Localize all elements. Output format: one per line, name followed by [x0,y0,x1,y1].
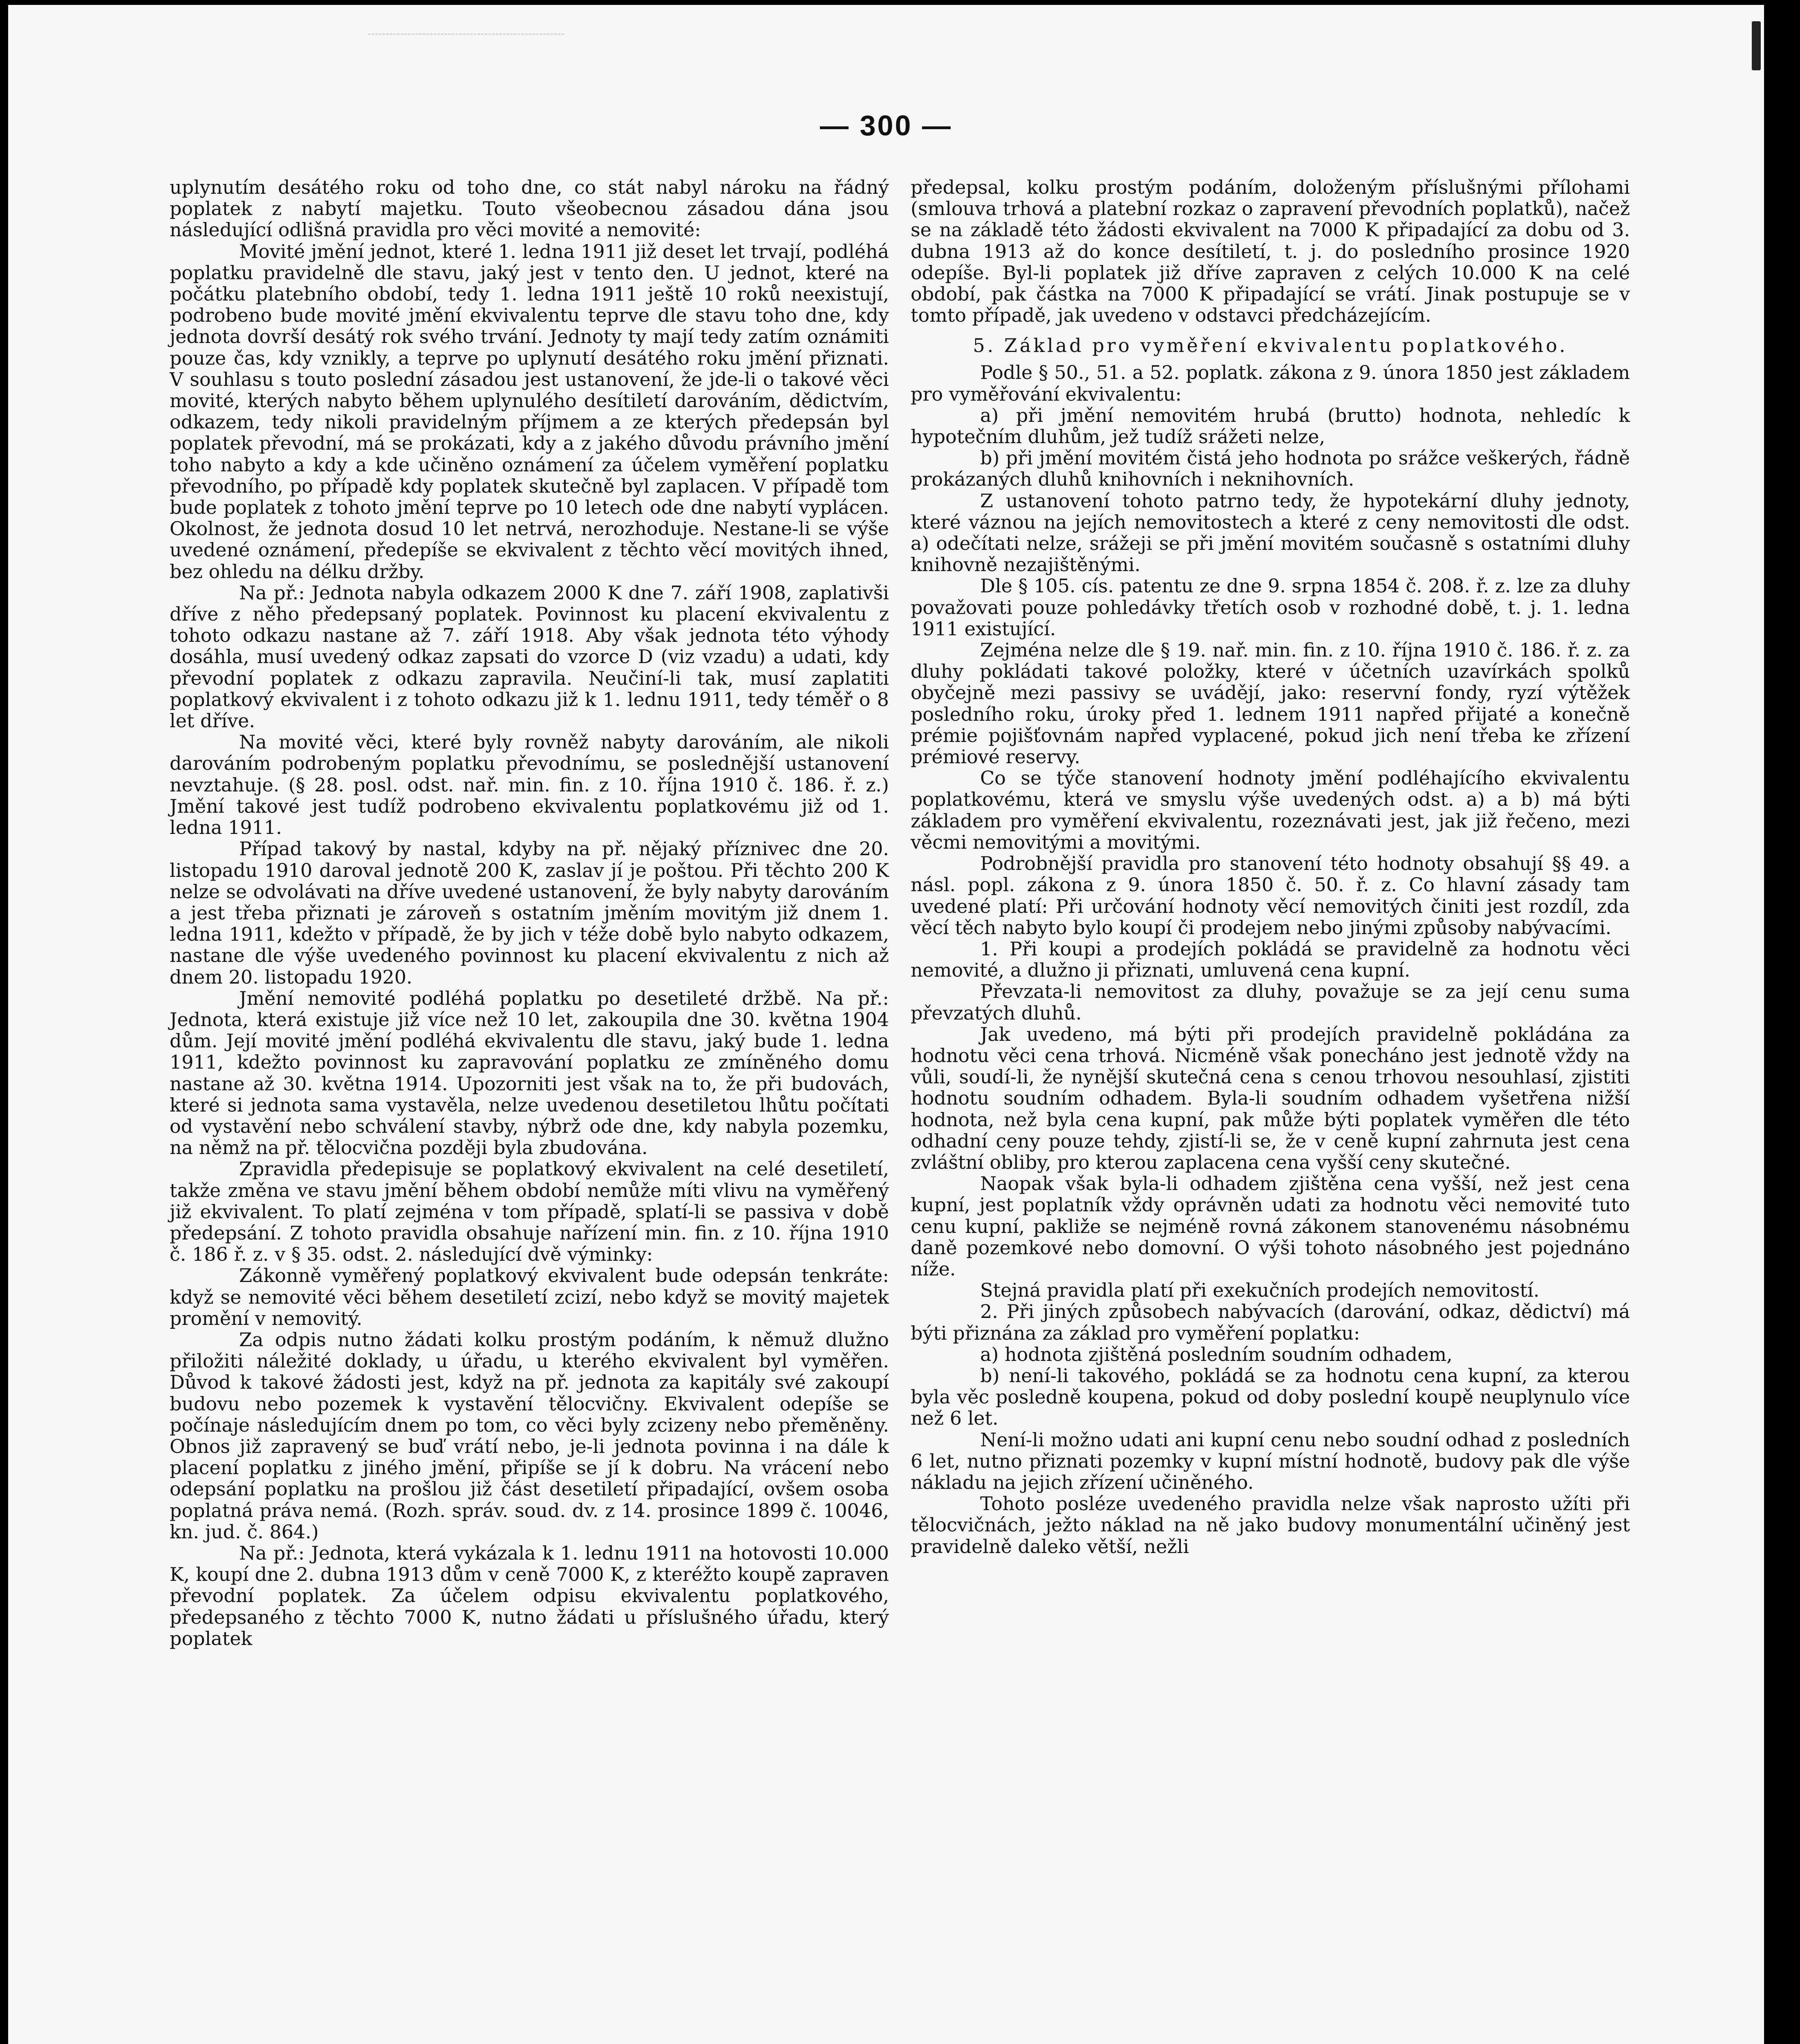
paragraph: Jak uvedeno, má býti při prodejích pravidelně pokládána za hodnotu věci cena trhová. Nicméně však ponecháno jest jednotě vždy na vůli, soudí-li, že nynější skutečná cena s cenou trhovou nesouhlasí, zjistiti hodnotu soudním odhadem. Byla-li soudním odhadem vyšetřena nižší hodnota, než byla cena kupní, pak může býti poplatek vyměřen dle této odhadní ceny pouze tehdy, zjistí-li se, že v ceně kupní zahrnuta jest cena zvláštní obliby, pro kterou zaplacena cena vyšší ceny skutečné. [911,1023,1630,1173]
list-item: b) při jmění movitém čistá jeho hodnota po srážce veškerých, řádně prokázaných dluhů knihovních i neknihovních. [911,447,1630,491]
list-item: a) při jmění nemovitém hrubá (brutto) hodnota, nehledíc k hypotečním dluhům, jež tudíž srážeti nelze, [911,404,1630,448]
list-item: b) není-li takového, pokládá se za hodnotu cena kupní, za kterou byla věc posledně koupena, pokud od doby poslední koupě neuplynulo více než 6 let. [911,1364,1630,1430]
paragraph: Movité jmění jednot, které 1. ledna 1911 již deset let trvají, podléhá poplatku pravidelně dle stavu, jaký jest v tento den. U jednot, které na počátku platebního období, tedy 1. ledna 1911 ještě 10 roků neexistují, podrobeno bude movité jmění ekvivalentu teprve dle stavu toho dne, kdy jednota dovrší desátý rok svého trvání. Jednoty ty mají tedy zatím oznámiti pouze čas, kdy vznikly, a teprve po uplynutí desátého roku jmění přiznati. V souhlasu s touto poslední zásadou jest ustanovení, že jde-li o takové věci movité, kterých nabyto během uplynulého desítiletí darováním, dědictvím, odkazem, tedy nikoli pravidelným příjmem a ze kterých předepsán byl poplatek převodní, má se prokázati, kdy a z jakého důvodu právního jmění toho nabyto a kdy a kde učiněno oznámení za účelem vyměření poplatku převodního, po případě kdy poplatek skutečně byl zaplacen. V případě tom bude poplatek z tohoto jmění teprve po 10 letech ode dne nabytí vyplácen. Okolnost, že jednota dosud 10 let netrvá, nerozhoduje. Nestane-li se výše uvedené oznámení, předepíše se ekvivalent z těchto věcí movitých ihned, bez ohledu na délku držby. [170,240,889,583]
paragraph: Na movité věci, které byly rovněž nabyty darováním, ale nikoli darováním podrobeným poplatku převodnímu, se poslednější ustanovení nevztahuje. (§ 28. posl. odst. nař. min. fin. z 10. října 1910 č. 186. ř. z.) Jmění takové jest tudíž podrobeno ekvivalentu poplatkovému již od 1. ledna 1911. [170,731,889,839]
paragraph: 1. Při koupi a prodejích pokládá se pravidelně za hodnotu věci nemovité, a dlužno ji přiznati, umluvená cena kupní. [911,937,1630,982]
paragraph: Zákonně vyměřený poplatkový ekvivalent bude odepsán tenkráte: když se nemovité věci během desetiletí zcizí, nebo když se movitý majetek promění v nemovitý. [170,1264,889,1329]
right-column [911,177,1630,1557]
list-item: a) hodnota zjištěná posledním soudním odhadem, [980,1343,1453,1365]
paragraph: Zpravidla předepisuje se poplatkový ekvivalent na celé desetiletí, takže změna ve stavu jmění během období nemůže míti vlivu na vyměřený již ekvivalent. To platí zejména v tom případě, splatí-li se passiva v době předepsání. Z tohoto pravidla obsahuje nařízení min. fin. z 10. října 1910 č. 186 ř. z. v § 35. odst. 2. následující dvě výminky: [170,1158,889,1266]
paragraph: Případ takový by nastal, kdyby na př. nějaký příznivec dne 20. listopadu 1910 daroval jednotě 200 K, zaslav jí je poštou. Při těchto 200 K nelze se odvolávati na dříve uvedené ustanovení, že byly nabyty darováním a jest třeba přiznati je zároveň s ostatním jměním movitým již dnem 1. ledna 1911, kdežto v případě, že by jich v téže době bylo nabyto odkazem, nastane dle výše uvedeného povinnost ku placení ekvivalentu z nich až dnem 20. listopadu 1920. [170,838,889,988]
paragraph: předepsal, kolku prostým podáním, doloženým příslušnými přílohami (smlouva trhová a platební rozkaz o zapravení převodních poplatků), načež se na základě této žádosti ekvivalent na 7000 K připadající za dobu od 3. dubna 1913 až do konce desítiletí, t. j. do posledního prosince 1920 odepíše. Byl-li poplatek již dříve zapraven z celých 10.000 K na celé období, pak částka na 7000 K připadající se vrátí. Jinak postupuje se v tomto případě, jak uvedeno v odstavci předcházejícím. [911,176,1630,327]
paragraph: uplynutím desátého roku od toho dne, co stát nabyl nároku na řádný poplatek z nabytí majetku. Touto všeobecnou zásadou dána jsou následující odlišná pravidla pro věci movité a nemovité: [170,176,889,241]
paragraph: Dle § 105. cís. patentu ze dne 9. srpna 1854 č. 208. ř. z. lze za dluhy považovati pouze pohledávky třetích osob v rozhodné době, t. j. 1. ledna 1911 existující. [911,575,1630,640]
paragraph: Převzata-li nemovitost za dluhy, považuje se za její cenu suma převzatých dluhů. [911,980,1630,1024]
paragraph: Podrobnější pravidla pro stanovení této hodnoty obsahují §§ 49. a násl. popl. zákona z 9. února 1850 č. 50. ř. z. Co hlavní zásady tam uvedené platí: Při určování hodnoty věcí nemovitých činiti jest rozdíl, zda věcí těch nabyto bylo koupí či prodejem nebo jinými způsoby nabývacími. [911,852,1630,939]
paragraph: Co se týče stanovení hodnoty jmění podléhajícího ekvivalentu poplatkovému, která ve smyslu výše uvedených odst. a) a b) má býti základem pro vyměření ekvivalentu, rozeznávati jest, jak již řečeno, mezi věcmi nemovitými a movitými. [911,767,1630,853]
paragraph: Na př.: Jednota nabyla odkazem 2000 K dne 7. září 1908, zaplativši dříve z něho předepsaný poplatek. Povinnost ku placení ekvivalentu z tohoto odkazu nastane až 7. září 1918. Aby však jednota této výhody dosáhla, musí uvedený odkaz zapsati do vzorce D (viz vzadu) a udati, kdy převodní poplatek z odkazu zapravila. Neučiní-li tak, musí zaplatiti poplatkový ekvivalent i z tohoto odkazu již k 1. lednu 1911, tedy téměř o 8 let dříve. [170,581,889,732]
paragraph: Na př.: Jednota, která vykázala k 1. lednu 1911 na hotovosti 10.000 K, koupí dne 2. dubna 1913 dům v ceně 7000 K, z kteréžto koupě zapraven převodní poplatek. Za účelem odpisu ekvivalentu poplatkového, předepsaného z těchto 7000 K, nutno žádati u příslušného úřadu, který poplatek [170,1542,889,1650]
paragraph: Podle § 50., 51. a 52. poplatk. zákona z 9. února 1850 jest základem pro vyměřování ekvivalentu: [911,361,1630,405]
left-column [170,177,889,1649]
paragraph: 2. Při jiných způsobech nabývacích (darování, odkaz, dědictví) má býti přiznána za základ pro vyměření poplatku: [911,1300,1630,1344]
paragraph: Tohoto posléze uvedeného pravidla nelze však naprosto užíti při tělocvičnách, ježto náklad na ně jako budovy monumentální učiněný jest pravidelně daleko větší, nežli [911,1493,1630,1558]
page-number: — 300 — [820,110,952,141]
scan-edge-mark [1752,21,1761,70]
paragraph: Jmění nemovité podléhá poplatku po desetileté držbě. Na př.: Jednota, která existuje již více než 10 let, zakoupila dne 30. května 1904 dům. Její movité jmění podléhá ekvivalentu dle stavu, jaký bude 1. ledna 1911, kdežto povinnost ku zapravování poplatku ze zmíněného domu nastane až 30. května 1914. Upozorniti jest však na to, že při budovách, které si jednota sama vystavěla, nelze uvedenou desetiletou lhůtu počítati od vystavění nebo schválení stavby, nýbrž ode dne, kdy nabyla pozemku, na němž na př. tělocvična později byla zbudována. [170,987,889,1159]
scan-artifact [368,5,564,35]
paragraph: Stejná pravidla platí při exekučních prodejích nemovitostí. [980,1279,1540,1302]
paragraph: Není-li možno udati ani kupní cenu nebo soudní odhad z posledních 6 let, nutno přiznati pozemky v kupní místní hodnotě, budovy pak dle výše nákladu na jejich zřízení učiněného. [911,1428,1630,1493]
section-heading: 5. Základ pro vyměření ekvivalentu poplatkového. [973,334,1568,357]
paragraph: Zejména nelze dle § 19. nař. min. fin. z 10. října 1910 č. 186. ř. z. za dluhy pokládati takové položky, které v účetních uzavírkách spolků obyčejně mezi passivy se uvádějí, jako: reservní fondy, ryzí výtěžek posledního roku, úroky před 1. lednem 1911 napřed přijaté a konečně prémie pojišťovnám napřed vyplacené, pokud jich není třeba ke zřízení prémiové reservy. [911,639,1630,768]
paragraph: Z ustanovení tohoto patrno tedy, že hypotekární dluhy jednoty, které váznou na jejích nemovitostech a které z ceny nemovitosti dle odst. a) odečítati nelze, srážeji se při jmění movitém současně s ostatními dluhy knihovně nezajištěnými. [911,489,1630,576]
paragraph: Za odpis nutno žádati kolku prostým podáním, k němuž dlužno přiložiti náležité doklady, u úřadu, u kterého ekvivalent byl vyměřen. Důvod k takové žádosti jest, když na př. jednota za kapitály své zakoupí budovu nebo pozemek k vystavění tělocvičny. Ekvivalent odepíše se počínaje následujícím dnem po tom, co věci byly zcizeny nebo přeměněny. Obnos již zapravený se buď vrátí nebo, je-li jednota povinna i na dále k placení poplatku z jiného jmění, připíše se jí k dobru. Na vrácení nebo odepsání poplatku na prošlou již část desetiletí připadající, ovšem osoba poplatná práva nemá. (Rozh. správ. soud. dv. z 14. prosince 1899 č. 10046, kn. jud. č. 864.) [170,1328,889,1543]
paragraph: Naopak však byla-li odhadem zjištěna cena vyšší, než jest cena kupní, jest poplatník vždy oprávněn udati za hodnotu věci nemovité tuto cenu kupní, pakliže se nejméně rovná zákonem stanovenému násobnému daně pozemkové nebo domovní. O výši tohoto násobného jest pojednáno níže. [911,1172,1630,1280]
document-page [8,5,1764,2044]
